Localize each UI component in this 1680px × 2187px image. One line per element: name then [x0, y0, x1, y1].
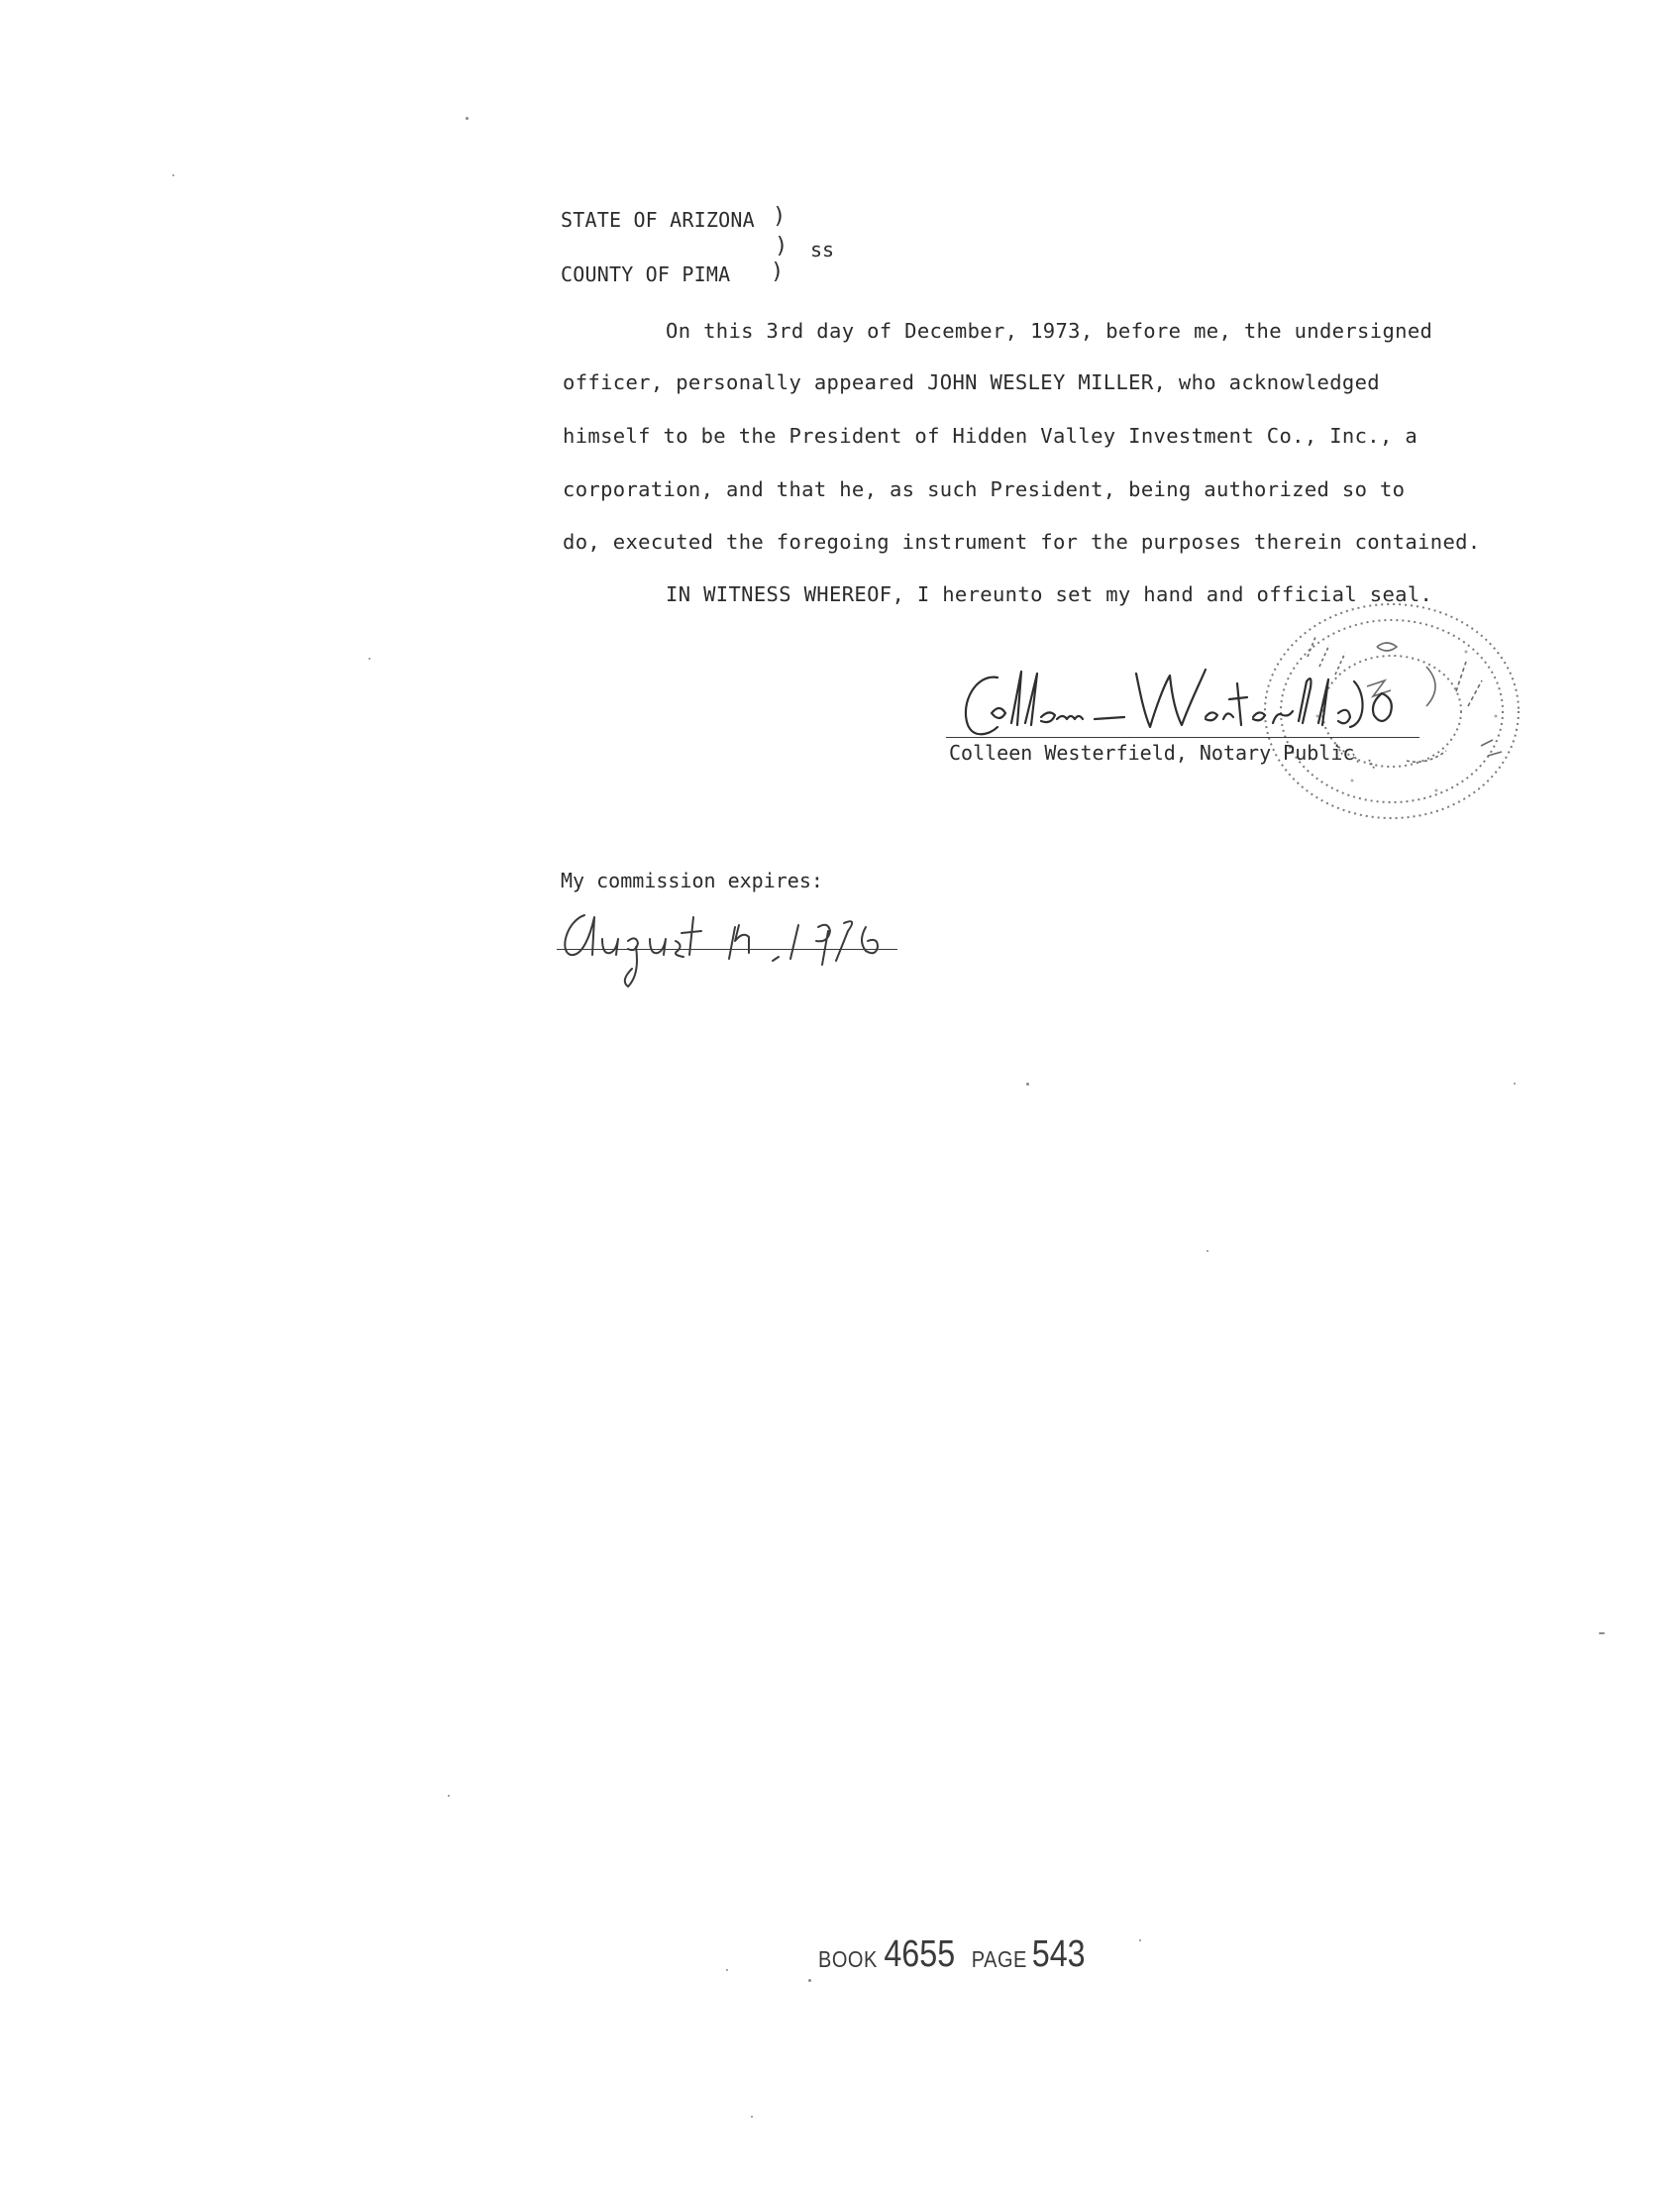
book-label: BOOK — [818, 1947, 878, 1973]
scan-speck — [448, 1795, 450, 1797]
scan-speck — [808, 1979, 811, 1982]
commission-date-handwritten — [555, 891, 911, 990]
venue-paren: ) — [775, 234, 788, 259]
recording-reference — [818, 1933, 1090, 1976]
scan-speck — [1139, 1939, 1141, 1941]
scan-speck — [466, 117, 469, 120]
acknowledgment-line: himself to be the President of Hidden Valley Investment Co., Inc., a — [563, 424, 1418, 448]
venue-state: STATE OF ARIZONA — [561, 208, 755, 232]
acknowledgment-line: do, executed the foregoing instrument for the purposes therein contained. — [563, 530, 1481, 554]
page-label: PAGE — [971, 1947, 1027, 1973]
book-number: 4655 — [884, 1933, 956, 1975]
scan-speck — [751, 2116, 753, 2118]
acknowledgment-line: On this 3rd day of December, 1973, before me, the undersigned — [666, 319, 1433, 343]
scan-speck — [726, 1969, 728, 1971]
scan-speck — [368, 658, 370, 660]
venue-ss: ss — [810, 238, 835, 261]
scan-speck — [172, 174, 174, 176]
page-number: 543 — [1031, 1933, 1086, 1975]
venue-paren: ) — [773, 204, 787, 229]
scan-speck — [1026, 1083, 1029, 1086]
notary-signature — [946, 654, 1412, 753]
acknowledgment-line: officer, personally appeared JOHN WESLEY MILLER, who acknowledged — [563, 370, 1380, 394]
signature-line — [946, 737, 1419, 738]
scan-speck — [1514, 1083, 1516, 1085]
commission-line — [557, 949, 897, 950]
venue-paren: ) — [771, 260, 785, 284]
acknowledgment-line: corporation, and that he, as such President, being authorized so to — [563, 477, 1406, 501]
venue-county: COUNTY OF PIMA — [561, 262, 731, 286]
notary-name: Colleen Westerfield, Notary Public — [949, 741, 1355, 765]
scan-speck — [1599, 1632, 1605, 1634]
scan-speck — [1207, 1250, 1208, 1252]
witness-clause: IN WITNESS WHEREOF, I hereunto set my hand and official seal. — [666, 582, 1433, 606]
commission-label: My commission expires: — [561, 869, 823, 892]
